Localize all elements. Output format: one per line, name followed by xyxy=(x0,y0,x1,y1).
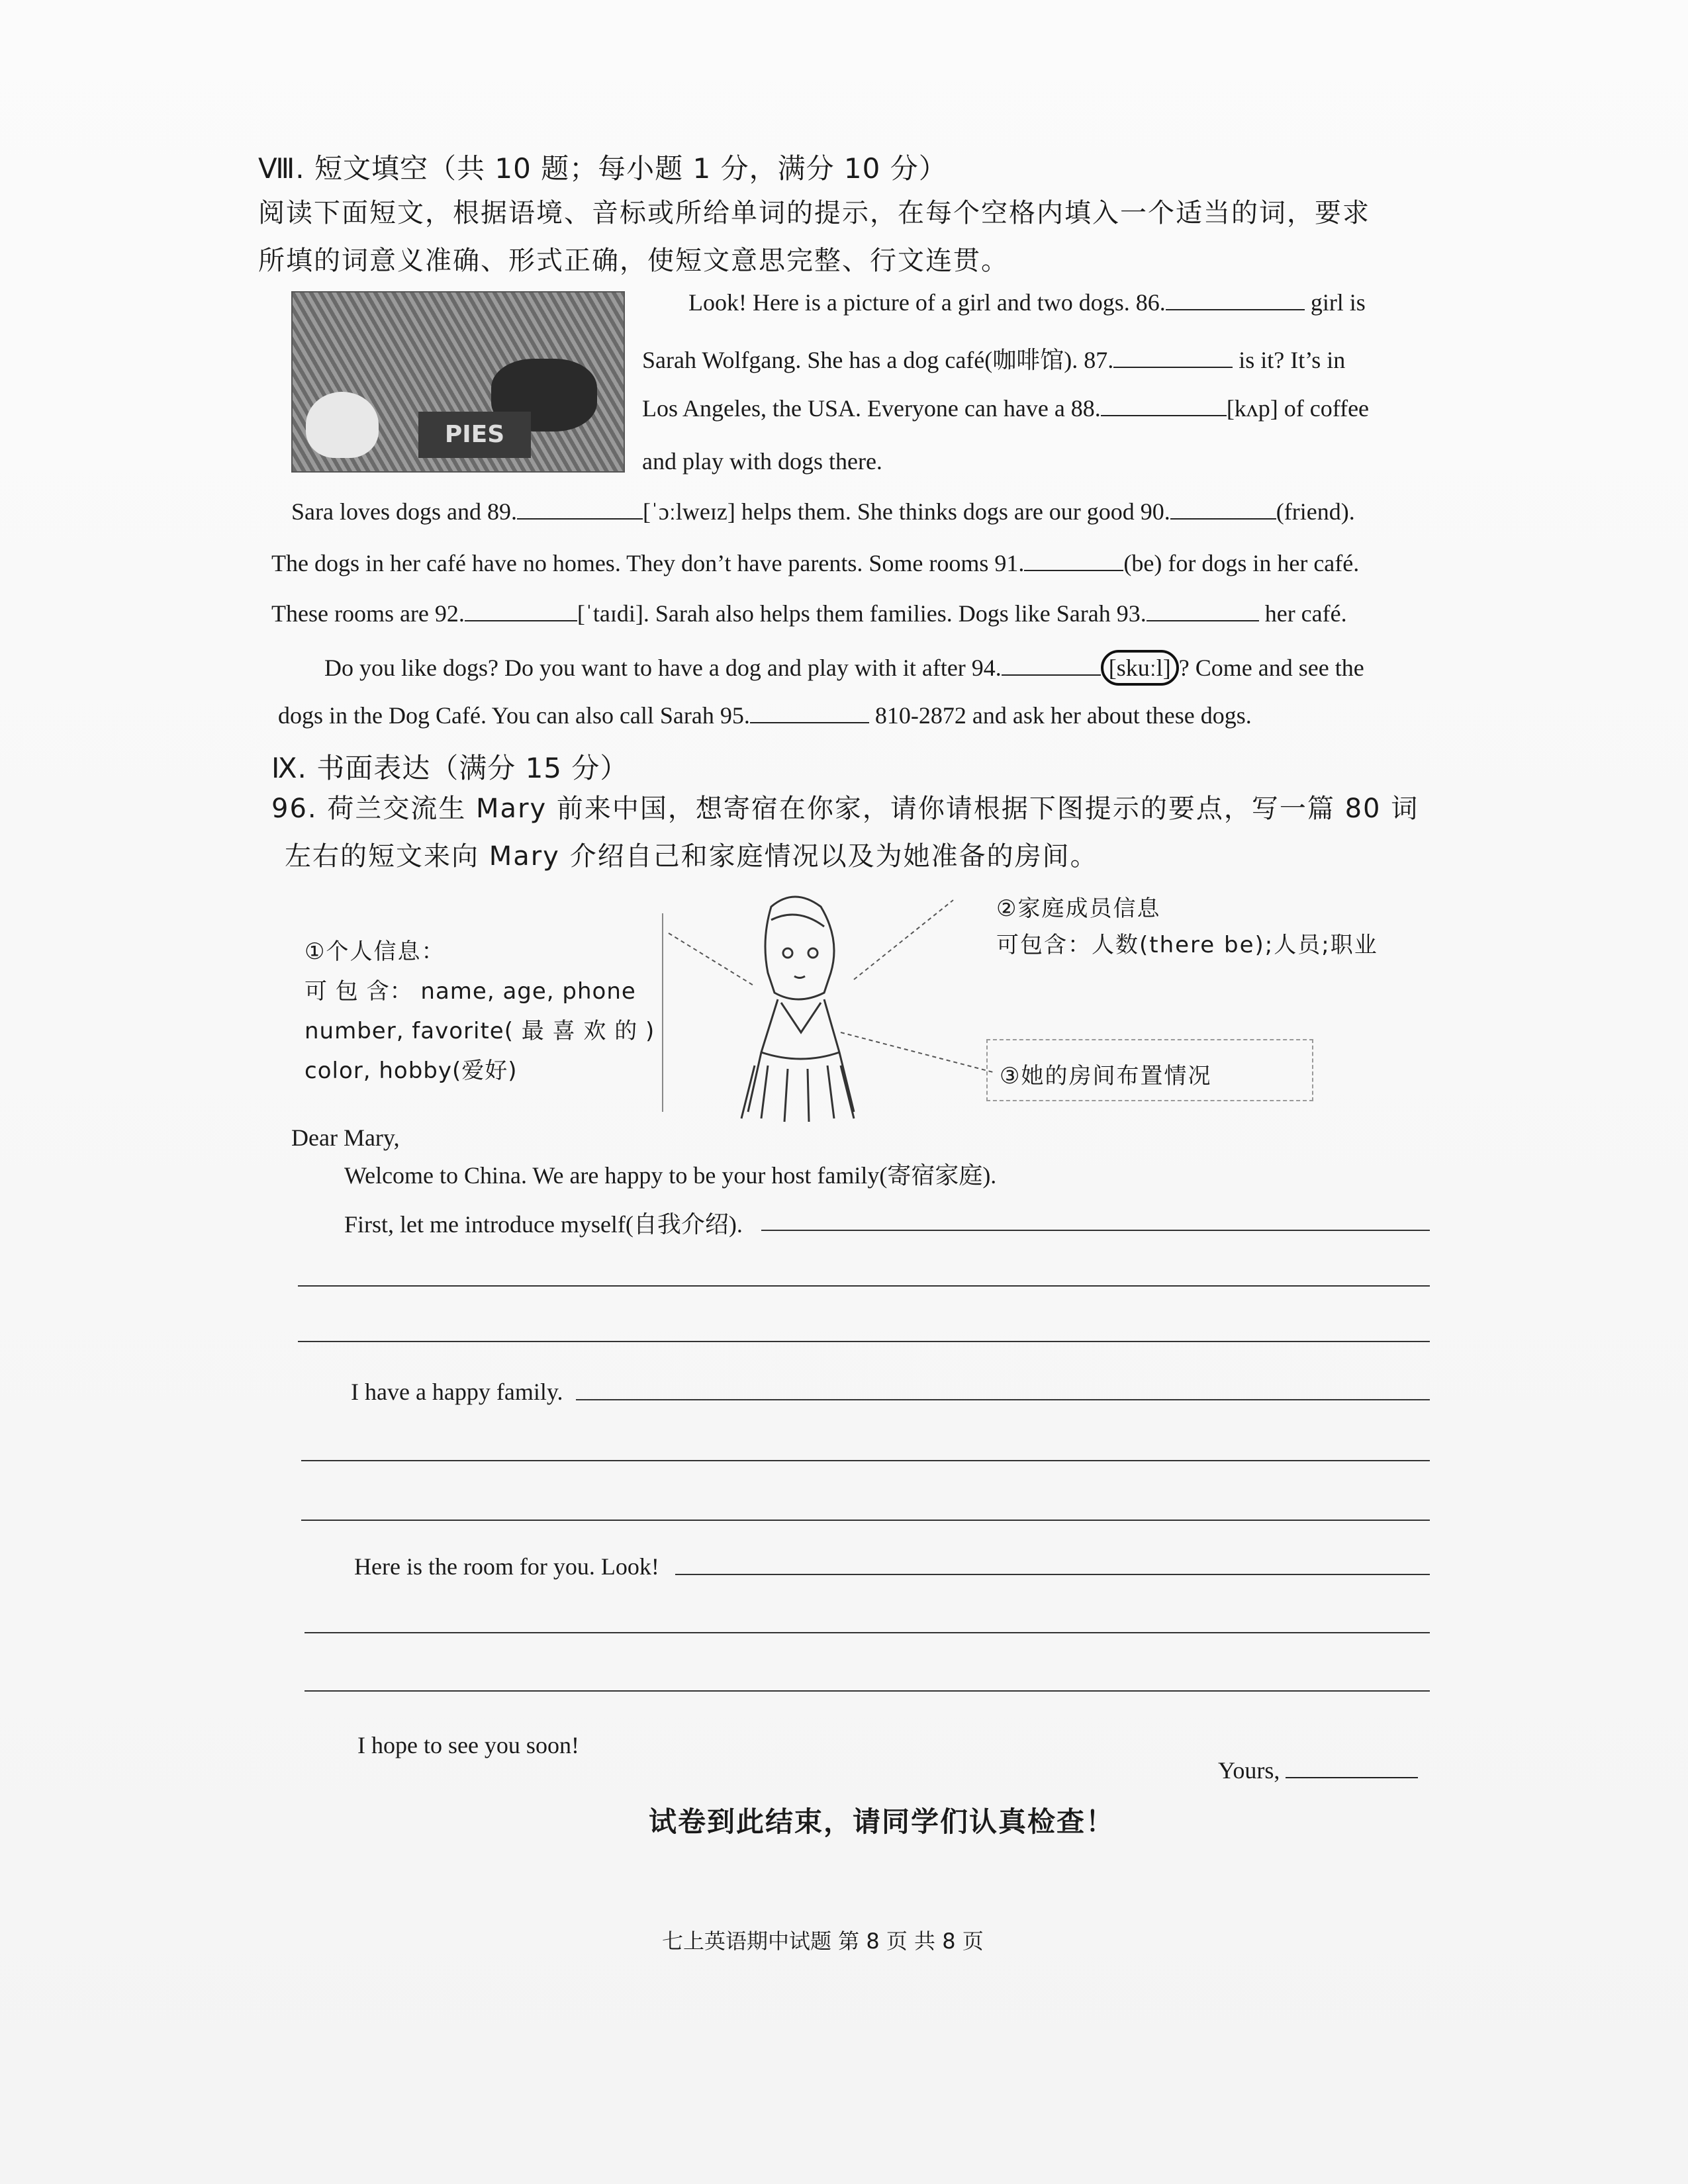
blank-95[interactable] xyxy=(750,702,869,723)
blank-86[interactable] xyxy=(1166,289,1305,310)
passage-text: her café. xyxy=(1264,600,1347,627)
letter-family: I have a happy family. xyxy=(351,1379,563,1405)
passage-text: girl is xyxy=(1310,289,1366,316)
circled-phonetic: [skuːl] xyxy=(1101,650,1179,686)
passage-line-1 xyxy=(688,289,1366,316)
passage-text: [ˈtaɪdi]. Sarah also helps them families. Dogs like Sarah 93. xyxy=(577,600,1147,627)
blank-92[interactable] xyxy=(465,600,577,621)
blank-91[interactable] xyxy=(1024,550,1123,571)
white-dog-image xyxy=(306,392,379,458)
blank-87[interactable] xyxy=(1113,347,1233,368)
blank-88[interactable] xyxy=(1101,395,1227,416)
passage-line-4: and play with dogs there. xyxy=(642,448,882,475)
girl-with-dogs-photo xyxy=(291,291,625,473)
passage-text: The dogs in her café have no homes. They don’t have parents. Some rooms 91. xyxy=(271,550,1025,576)
passage-text: is it? It’s in xyxy=(1239,347,1346,373)
writing-line[interactable] xyxy=(576,1399,1430,1400)
passage-line-2 xyxy=(642,341,1345,375)
blank-89[interactable] xyxy=(517,498,643,520)
passage-line-7 xyxy=(271,600,1347,627)
letter-first: First, let me introduce myself(自我介绍). xyxy=(344,1211,743,1238)
writing-line[interactable] xyxy=(305,1632,1430,1633)
passage-line-5 xyxy=(291,498,1355,525)
letter-welcome: Welcome to China. We are happy to be your host family(寄宿家庭). xyxy=(344,1162,997,1189)
letter-greeting: Dear Mary, xyxy=(291,1124,400,1151)
passage-text: (friend). xyxy=(1276,498,1355,525)
passage-text: dogs in the Dog Café. You can also call Sarah 95. xyxy=(278,702,750,729)
section8-instruction-1: 阅读下面短文，根据语境、音标或所给单词的提示，在每个空格内填入一个适当的词，要求 xyxy=(258,198,1370,228)
blank-93[interactable] xyxy=(1147,600,1259,621)
box1-title: ①个人信息： xyxy=(305,938,445,965)
section9-prompt-1: 96. 荷兰交流生 Mary 前来中国，想寄宿在你家，请你请根据下图提示的要点，写一篇 80 词 xyxy=(271,794,1419,824)
writing-line[interactable] xyxy=(301,1460,1430,1461)
writing-line[interactable] xyxy=(761,1230,1430,1231)
box1-line-2: number, favorite( 最 喜 欢 的 ) xyxy=(305,1018,655,1044)
letter-yours xyxy=(1218,1756,1418,1784)
box1-line-1: 可 包 含： name, age, phone xyxy=(305,978,636,1005)
signature-blank[interactable] xyxy=(1286,1777,1418,1778)
box2-title: ②家庭成员信息 xyxy=(996,895,1161,922)
passage-text: Sarah Wolfgang. She has a dog café(咖啡馆). 87. xyxy=(642,347,1114,373)
passage-text: 810-2872 and ask her about these dogs. xyxy=(874,702,1252,729)
end-note: 试卷到此结束，请同学们认真检查！ xyxy=(649,1805,1115,1838)
passage-line-6 xyxy=(271,549,1359,577)
girl-illustration xyxy=(662,880,1033,1132)
passage-text: These rooms are 92. xyxy=(271,600,465,627)
box2-line-1: 可包含：人数(there be);人员;职业 xyxy=(996,932,1378,958)
passage-text: Los Angeles, the USA. Everyone can have a 88. xyxy=(642,395,1101,422)
section8-instruction-2: 所填的词意义准确、形式正确，使短文意思完整、行文连贯。 xyxy=(258,246,1009,276)
passage-text: ? Come and see the xyxy=(1178,655,1364,681)
box3-title: ③她的房间布置情况 xyxy=(1000,1063,1212,1089)
passage-text: Look! Here is a picture of a girl and two dogs. 86. xyxy=(688,289,1166,316)
passage-text: [kʌp] of coffee xyxy=(1226,395,1370,422)
writing-line[interactable] xyxy=(305,1690,1430,1692)
box1-line-3: color, hobby(爱好) xyxy=(305,1058,518,1084)
passage-text: [ˈɔːlweɪz] helps them. She thinks dogs are our good 90. xyxy=(642,498,1170,525)
passage-text: Do you like dogs? Do you want to have a dog and play with it after 94. xyxy=(324,655,1002,681)
yours-label: Yours, xyxy=(1218,1757,1280,1784)
passage-line-9 xyxy=(278,702,1252,729)
writing-line[interactable] xyxy=(675,1574,1430,1575)
letter-hope: I hope to see you soon! xyxy=(357,1732,579,1758)
section9-heading: Ⅸ. 书面表达（满分 15 分） xyxy=(271,752,629,784)
writing-line[interactable] xyxy=(298,1341,1430,1342)
letter-room: Here is the room for you. Look! xyxy=(354,1553,659,1580)
blank-94[interactable] xyxy=(1002,655,1101,676)
page-footer: 七上英语期中试题 第 8 页 共 8 页 xyxy=(662,1929,984,1954)
blank-90[interactable] xyxy=(1170,498,1276,520)
writing-line[interactable] xyxy=(301,1520,1430,1521)
shirt-text: PIES xyxy=(418,412,531,458)
passage-line-3 xyxy=(642,394,1369,422)
passage-text: Sara loves dogs and 89. xyxy=(291,498,517,525)
passage-text: (be) for dogs in her café. xyxy=(1123,550,1360,576)
section9-prompt-2: 左右的短文来向 Mary 介绍自己和家庭情况以及为她准备的房间。 xyxy=(285,841,1098,872)
passage-line-8 xyxy=(324,650,1364,686)
writing-line[interactable] xyxy=(298,1285,1430,1287)
section8-heading: Ⅷ. 短文填空（共 10 题；每小题 1 分，满分 10 分） xyxy=(258,152,947,185)
